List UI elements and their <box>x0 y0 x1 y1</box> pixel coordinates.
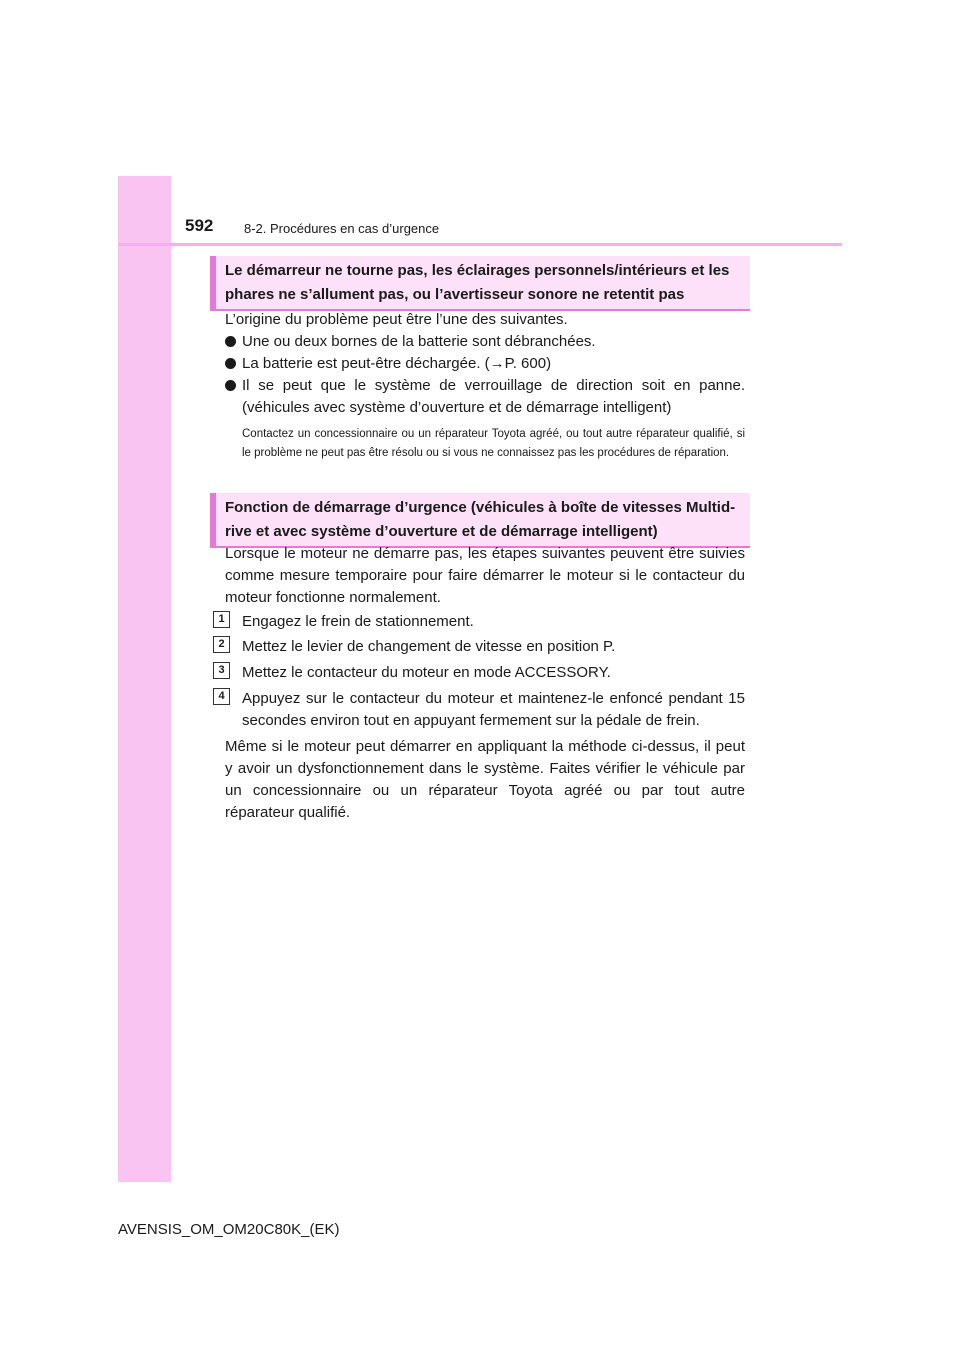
bullet-item <box>225 375 745 419</box>
bullet-text: Une ou deux bornes de la batterie sont débranchées. <box>242 333 596 350</box>
section-heading-emergency-start <box>210 493 750 548</box>
step-text: Appuyez sur le contacteur du moteur et maintenez-le enfoncé pendant 15 secondes environ tout en appuyant fermement sur la pédale de frein. <box>242 690 745 729</box>
bullet-item <box>225 331 745 353</box>
step-text: Mettez le levier de changement de vitesse en position P. <box>242 638 616 655</box>
intro-text: Lorsque le moteur ne démarre pas, les étapes suivantes peuvent être suivies comme mesure temporaire pour faire démarrer le moteur si le contacteur du moteur fonctionne normalement. <box>225 545 745 606</box>
document-code: AVENSIS_OM_OM20C80K_(EK) <box>118 1221 340 1238</box>
bullet-dot-icon <box>225 358 236 369</box>
conclusion-text: Même si le moteur peut démarrer en appliquant la méthode ci-dessus, il peut y avoir un dysfonctionnement dans le système. Faites vérifier le véhicule par un concessionnaire ou un réparateur Toyota agréé ou par tout autre réparateur qualifié. <box>225 738 745 821</box>
step-number: 1 <box>213 611 230 628</box>
bullet-dot-icon <box>225 380 236 391</box>
step-text: Mettez le contacteur du moteur en mode ACCESSORY. <box>242 664 611 681</box>
note-text: Contactez un concessionnaire ou un réparateur Toyota agréé, ou tout autre réparateur qualifié, si le problème ne peut pas être résolu ou si vous ne connaissez pas les procédures de réparation. <box>242 428 745 459</box>
bullet-item <box>225 353 745 375</box>
side-color-band <box>118 176 171 1182</box>
heading-line-2: rive et avec système d’ouverture et de démarrage intelligent) <box>225 523 658 540</box>
heading-line-2: phares ne s’allument pas, ou l’avertisseur sonore ne retentit pas <box>225 286 685 303</box>
bullet-dot-icon <box>225 336 236 347</box>
step-item <box>213 662 745 684</box>
header-rule <box>118 243 842 246</box>
section-title: 8-2. Procédures en cas d’urgence <box>244 221 440 236</box>
bullet-text: Il se peut que le système de verrouillage de direction soit en panne. (véhicules avec système d’ouverture et de démarrage intelligent) <box>242 377 745 416</box>
step-number: 4 <box>213 688 230 705</box>
step-number: 2 <box>213 636 230 653</box>
step-number: 3 <box>213 662 230 679</box>
section-heading-starter <box>210 256 750 311</box>
intro-text: L’origine du problème peut être l’une des suivantes. <box>225 311 568 328</box>
page-number: 592 <box>185 216 214 235</box>
heading-line-1: Fonction de démarrage d’urgence (véhicules à boîte de vitesses Multid- <box>225 499 736 516</box>
heading-line-1: Le démarreur ne tourne pas, les éclairages personnels/intérieurs et les <box>225 262 730 279</box>
step-item <box>213 688 745 732</box>
step-item <box>213 636 745 658</box>
bullet-text: La batterie est peut-être déchargée. (→P. 600) <box>242 355 552 372</box>
step-item <box>213 611 745 633</box>
step-text: Engagez le frein de stationnement. <box>242 613 474 630</box>
